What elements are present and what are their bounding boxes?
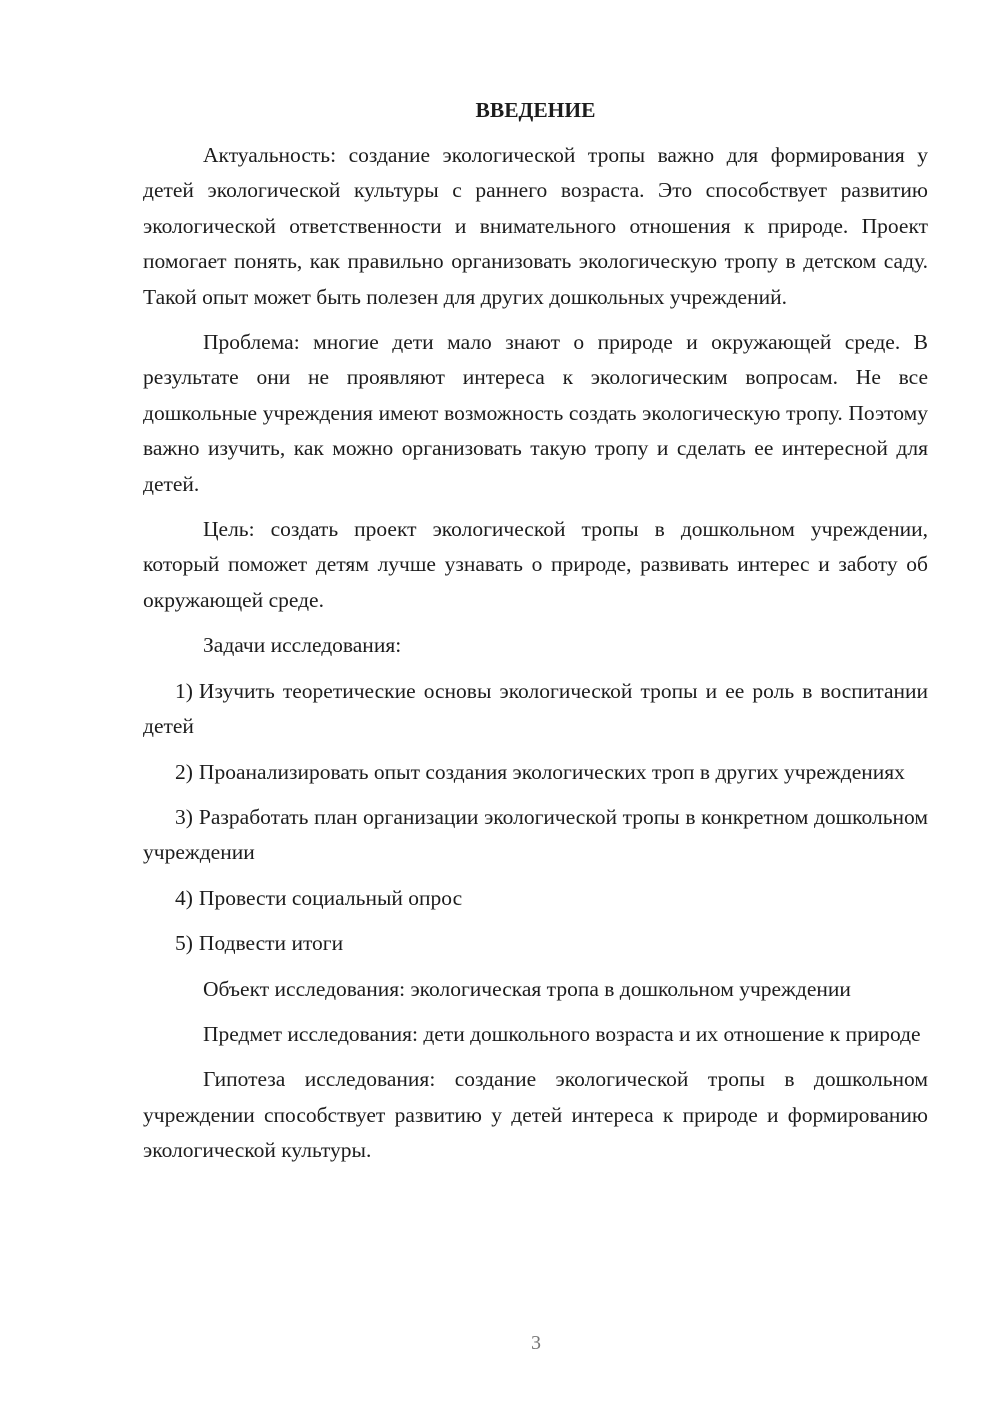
list-item-number: 3)	[175, 804, 193, 829]
list-item-number: 4)	[175, 885, 193, 910]
list-item	[143, 800, 928, 871]
goal-paragraph: Цель: создать проект экологической тропы в дошкольном учреждении, который поможет детям лучше узнавать о природе, развивать интерес и заботу об окружающей среде.	[143, 517, 928, 612]
page-number: 3	[531, 1332, 541, 1354]
list-item-text: Провести социальный опрос	[198, 885, 463, 910]
hypothesis-paragraph: Гипотеза исследования: создание экологической тропы в дошкольном учреждении способствует развитию у детей интереса к природе и формированию экологической культуры.	[143, 1067, 928, 1163]
list-item	[143, 674, 928, 745]
list-item-text: Разработать план организации экологической тропы в конкретном дошкольном учреждении	[143, 804, 928, 865]
list-item	[143, 755, 928, 790]
list-item-number: 2)	[175, 759, 193, 784]
subject-paragraph: Предмет исследования: дети дошкольного возраста и их отношение к природе	[203, 1021, 921, 1046]
tasks-heading: Задачи исследования:	[203, 633, 402, 658]
tasks-list	[143, 674, 928, 962]
list-item-text: Подвести итоги	[198, 931, 344, 956]
list-item-number: 1)	[175, 678, 193, 703]
list-item-number: 5)	[175, 931, 193, 956]
document-page	[143, 93, 928, 1179]
list-item	[143, 926, 928, 961]
section-title: ВВЕДЕНИЕ	[475, 98, 596, 122]
list-item-text: Проанализировать опыт создания экологических троп в других учреждениях	[198, 759, 905, 784]
relevance-paragraph: Актуальность: создание экологической тропы важно для формирования у детей экологической культуры с раннего возраста. Это способствует развитию экологической ответственности и внимательного отношения к природе. Проект помогает понять, как правильно организовать экологическую тропу в детском саду. Такой опыт может быть полезен для других дошкольных учреждений.	[143, 143, 928, 309]
problem-paragraph: Проблема: многие дети мало знают о природе и окружающей среде. В результате они не проявляют интереса к экологическим вопросам. Не все дошкольные учреждения имеют возможность создать экологическую тропу. Поэтому важно изучить, как можно организовать такую тропу и сделать ее интересной для детей.	[143, 330, 928, 496]
list-item	[143, 881, 928, 916]
list-item-text: Изучить теоретические основы экологической тропы и ее роль в воспитании детей	[143, 678, 928, 739]
object-paragraph: Объект исследования: экологическая тропа в дошкольном учреждении	[203, 976, 851, 1001]
